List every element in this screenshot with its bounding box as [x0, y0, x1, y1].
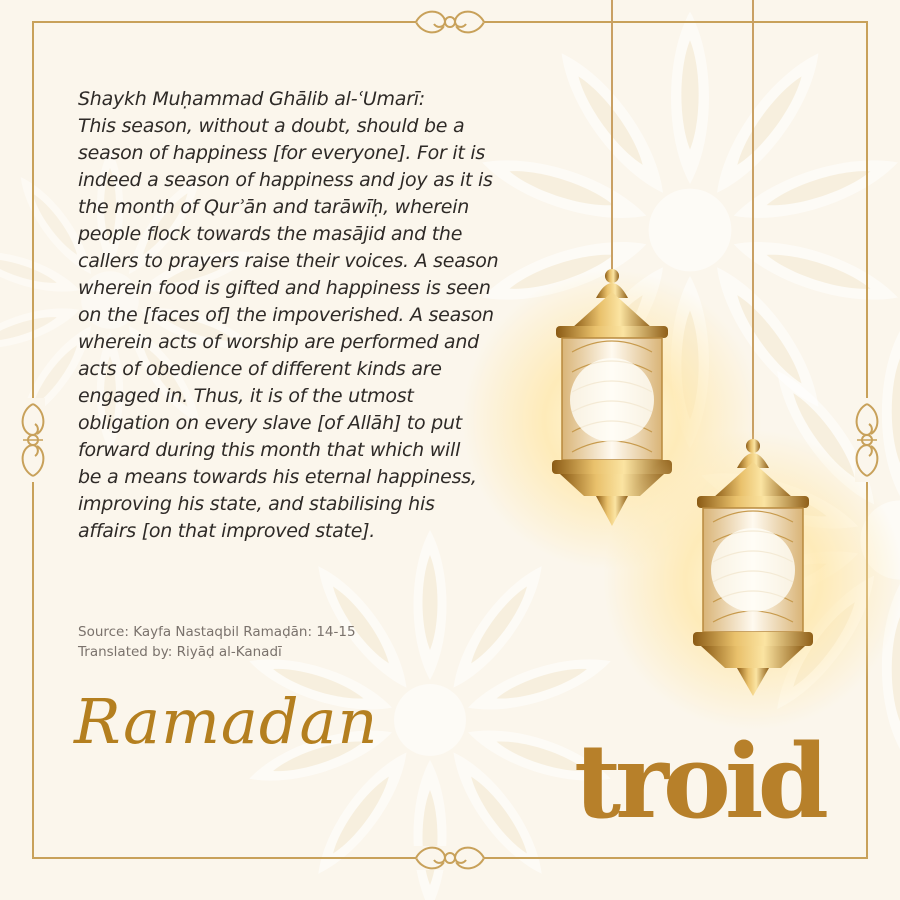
quote-line: This season, without a doubt, should be a: [78, 115, 465, 137]
quote-line: be a means towards his eternal happiness,: [78, 466, 477, 488]
quote-line: acts of obedience of different kinds are: [78, 358, 442, 380]
quote-line: Shaykh Muḥammad Ghālib al-ʿUmarī:: [78, 88, 425, 110]
quote-line: forward during this month that which will: [78, 439, 461, 461]
quote-line: indeed a season of happiness and joy as it is: [78, 169, 493, 191]
source-line: Source: Kayfa Nastaqbil Ramaḍān: 14-15: [78, 624, 356, 640]
quote-line: wherein acts of worship are performed and: [78, 331, 479, 353]
quote-line: the month of Qurʾān and tarāwīḥ, wherein: [78, 196, 470, 218]
ramadan-heading: Ramadan: [74, 685, 379, 758]
quote-line: wherein food is gifted and happiness is seen: [78, 277, 491, 299]
quote-line: people flock towards the masājid and the: [78, 223, 463, 245]
quote-line: obligation on every slave [of Allāh] to put: [78, 412, 462, 434]
translator-line: Translated by: Riyāḍ al-Kanadī: [78, 644, 282, 660]
quote-line: improving his state, and stabilising his: [78, 493, 435, 515]
brand-logo: troid: [574, 722, 823, 842]
quote-line: affairs [on that improved state].: [78, 520, 376, 542]
quote-line: on the [faces of] the impoverished. A season: [78, 304, 494, 326]
quote-line: season of happiness [for everyone]. For it is: [78, 142, 486, 164]
citation: [78, 622, 356, 662]
quote-line: engaged in. Thus, it is of the utmost: [78, 385, 414, 407]
quote-text: [78, 86, 538, 545]
quote-line: callers to prayers raise their voices. A season: [78, 250, 499, 272]
